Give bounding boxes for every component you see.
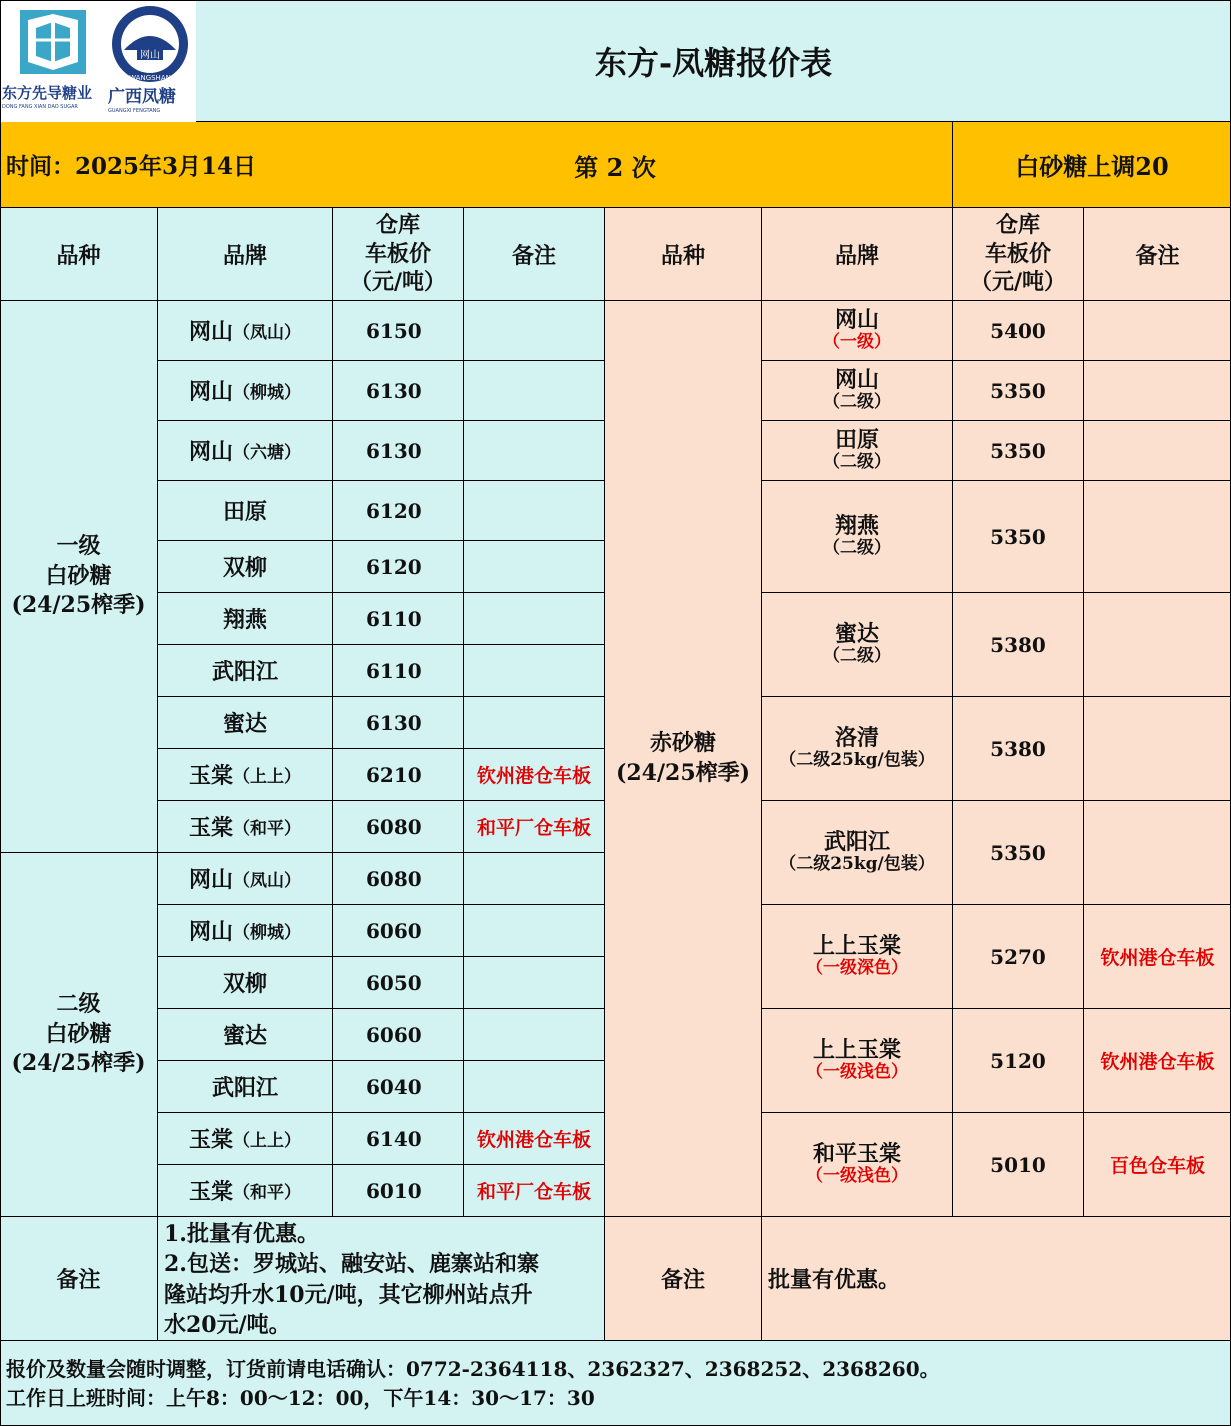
price-cell <box>953 593 1084 697</box>
price-value: 6120 <box>366 554 422 579</box>
remark-note: 百色仓车板 <box>1109 1155 1205 1177</box>
price-cell <box>333 593 464 645</box>
brand-cell <box>762 301 953 361</box>
brand-stack <box>806 1038 908 1083</box>
brand-stack <box>779 726 935 771</box>
header-variety-white <box>0 208 158 301</box>
price-cell <box>953 1113 1084 1217</box>
price-cell <box>333 801 464 853</box>
brand-origin: （和平） <box>233 1183 301 1203</box>
header-price-line3: （元/吨） <box>349 269 447 296</box>
remark-note: 钦州港仓车板 <box>476 765 591 787</box>
remark-cell <box>464 905 605 957</box>
brand-name: 田原 <box>222 499 267 525</box>
brand-stack <box>823 622 891 667</box>
price-cell <box>333 301 464 361</box>
price-value: 6210 <box>366 762 422 787</box>
price-value: 5270 <box>990 944 1046 969</box>
brand-name: 蜜达 <box>834 621 879 648</box>
remark-cell <box>1084 801 1231 905</box>
variety-line: 一级 <box>56 532 101 559</box>
brand-cell <box>158 361 333 421</box>
brand-cell <box>158 1009 333 1061</box>
header-price-white <box>333 208 464 301</box>
brand-name: 网山 <box>188 919 233 945</box>
price-value: 5350 <box>990 840 1046 865</box>
brand-name: 网山 <box>188 867 233 893</box>
header-brand-label: 品牌 <box>834 242 879 269</box>
remark-cell <box>1084 905 1231 1009</box>
price-cell <box>953 301 1084 361</box>
page-title-cell <box>196 0 1231 122</box>
brand-grade: （二级25kg/包装） <box>779 750 935 771</box>
price-value: 6120 <box>366 498 422 523</box>
price-cell <box>953 697 1084 801</box>
brand-origin: （上上） <box>233 1131 301 1151</box>
remark-cell <box>464 301 605 361</box>
dongfang-logo-icon <box>20 10 86 74</box>
brand-cell <box>762 1113 953 1217</box>
price-value: 6080 <box>366 814 422 839</box>
remark-line: 隆站均升水10元/吨，其它柳州站点升 <box>164 1281 533 1308</box>
price-value: 6060 <box>366 1022 422 1047</box>
brand-name: 和平玉棠 <box>812 1141 901 1168</box>
logo-badge-text: 网山 <box>140 50 160 61</box>
header-price-line3: （元/吨） <box>969 269 1067 296</box>
brand-cell <box>158 853 333 905</box>
brand-origin: （柳城） <box>233 383 301 403</box>
info-row <box>0 122 953 208</box>
variety-brown <box>605 301 762 1217</box>
remark-cell <box>464 749 605 801</box>
price-cell <box>333 957 464 1009</box>
brand-origin: （凤山） <box>233 323 301 343</box>
brand-cell <box>158 541 333 593</box>
brand-grade: （二级） <box>823 392 891 413</box>
remark-cell <box>1084 697 1231 801</box>
header-brand-brown <box>762 208 953 301</box>
header-brand-white <box>158 208 333 301</box>
variety-line: 白砂糖 <box>45 562 112 589</box>
remark-text-white <box>158 1217 605 1341</box>
price-value: 5350 <box>990 524 1046 549</box>
variety-line: 赤砂糖 <box>649 729 716 756</box>
brand-stack <box>779 830 935 875</box>
logos <box>0 0 196 118</box>
footer-hours: 工作日上班时间：上午8：00～12：00，下午14：30～17：30 <box>6 1386 595 1410</box>
brand-name: 洛清 <box>834 725 879 752</box>
remark-label-brown <box>605 1217 762 1341</box>
price-value: 6110 <box>366 658 422 683</box>
brand-name: 玉棠 <box>188 1179 233 1205</box>
header-remark-label: 备注 <box>1135 242 1180 269</box>
header-remark-label: 备注 <box>511 242 556 269</box>
brand-name: 玉棠 <box>188 763 233 789</box>
header-price-line2: 车板价 <box>984 240 1051 267</box>
logo1-pinyin: DONG FANG XIAN DAO SUGAR <box>2 104 78 110</box>
brand-name: 蜜达 <box>222 1023 267 1049</box>
brand-origin: （六塘） <box>233 443 301 463</box>
brand-name: 翔燕 <box>222 607 267 633</box>
brand-stack <box>823 514 891 559</box>
brand-cell <box>158 481 333 541</box>
brand-name: 田原 <box>834 427 879 454</box>
brand-cell <box>158 593 333 645</box>
header-price-line2: 车板价 <box>364 240 431 267</box>
remark-cell <box>464 801 605 853</box>
price-cell <box>953 361 1084 421</box>
remark-label-white <box>0 1217 158 1341</box>
price-cell <box>333 905 464 957</box>
brand-stack <box>823 308 891 353</box>
remark-note: 和平厂仓车板 <box>476 1181 591 1203</box>
remark-cell <box>464 481 605 541</box>
price-value: 6150 <box>366 318 422 343</box>
price-cell <box>953 905 1084 1009</box>
brand-name: 网山 <box>834 307 879 334</box>
brand-origin: （凤山） <box>233 871 301 891</box>
brand-origin: （和平） <box>233 819 301 839</box>
header-variety-label: 品种 <box>660 242 705 269</box>
variety-line: 白砂糖 <box>45 1020 112 1047</box>
header-remark-white <box>464 208 605 301</box>
price-cell <box>333 697 464 749</box>
price-cell <box>333 541 464 593</box>
quote-date: 时间：2025年3月14日 <box>6 153 257 180</box>
brand-cell <box>762 481 953 593</box>
header-variety-brown <box>605 208 762 301</box>
brand-name: 双柳 <box>222 555 267 581</box>
price-notice: 白砂糖上调20 <box>1015 152 1169 181</box>
remark-cell <box>1084 1009 1231 1113</box>
remark-text: 批量有优惠。 <box>768 1267 901 1293</box>
brand-cell <box>158 1061 333 1113</box>
price-value: 6140 <box>366 1126 422 1151</box>
brand-origin: （上上） <box>233 767 301 787</box>
brand-cell <box>762 1009 953 1113</box>
price-value: 5350 <box>990 378 1046 403</box>
brand-cell <box>158 957 333 1009</box>
brand-name: 武阳江 <box>211 1075 278 1101</box>
variety-grade2-white <box>0 853 158 1217</box>
price-value: 6060 <box>366 918 422 943</box>
price-cell <box>953 421 1084 481</box>
logo2-name: 广西凤糖 <box>108 87 176 107</box>
price-value: 6110 <box>366 606 422 631</box>
brand-cell <box>762 697 953 801</box>
price-value: 5400 <box>990 318 1046 343</box>
price-cell <box>333 645 464 697</box>
brand-grade: （一级浅色） <box>806 1166 908 1187</box>
price-value: 6080 <box>366 866 422 891</box>
remark-cell <box>464 541 605 593</box>
remark-cell <box>464 593 605 645</box>
price-value: 6130 <box>366 378 422 403</box>
remark-cell <box>464 853 605 905</box>
brand-cell <box>762 361 953 421</box>
brand-cell <box>158 645 333 697</box>
remark-cell <box>464 1061 605 1113</box>
brand-name: 武阳江 <box>823 829 890 856</box>
remark-cell <box>1084 301 1231 361</box>
brand-grade: （一级浅色） <box>806 1062 908 1083</box>
brand-cell <box>762 801 953 905</box>
remark-cell <box>1084 1113 1231 1217</box>
remark-cell <box>464 1165 605 1217</box>
brand-name: 上上玉棠 <box>812 933 901 960</box>
brand-origin: （柳城） <box>233 923 301 943</box>
brand-cell <box>158 421 333 481</box>
brand-name: 网山 <box>834 367 879 394</box>
price-cell <box>333 1009 464 1061</box>
brand-cell <box>158 301 333 361</box>
price-value: 6130 <box>366 710 422 735</box>
remark-cell <box>464 957 605 1009</box>
remark-cell <box>464 361 605 421</box>
brand-stack <box>823 428 891 473</box>
price-value: 5350 <box>990 438 1046 463</box>
price-cell <box>953 801 1084 905</box>
price-value: 5380 <box>990 632 1046 657</box>
price-value: 6050 <box>366 970 422 995</box>
notice-cell <box>953 122 1231 208</box>
header-variety-label: 品种 <box>56 242 101 269</box>
brand-cell <box>158 749 333 801</box>
brand-stack <box>806 1142 908 1187</box>
brand-grade: （二级25kg/包装） <box>779 854 935 875</box>
brand-name: 网山 <box>188 319 233 345</box>
brand-name: 网山 <box>188 379 233 405</box>
variety-grade1-white <box>0 301 158 853</box>
price-cell <box>333 1061 464 1113</box>
brand-grade: （二级） <box>823 538 891 559</box>
remark-cell <box>464 645 605 697</box>
remark-cell <box>1084 593 1231 697</box>
remark-line: 1.批量有优惠。 <box>164 1221 319 1247</box>
brand-cell <box>158 905 333 957</box>
brand-grade: （二级） <box>823 452 891 473</box>
price-cell <box>333 421 464 481</box>
remark-label: 备注 <box>660 1267 705 1293</box>
price-value: 5010 <box>990 1152 1046 1177</box>
logo-ring-text: WANGSHAN <box>129 74 171 82</box>
brand-cell <box>762 421 953 481</box>
remark-note: 钦州港仓车板 <box>1100 1051 1215 1073</box>
price-cell <box>333 481 464 541</box>
brand-name: 玉棠 <box>188 1127 233 1153</box>
brand-name: 蜜达 <box>222 711 267 737</box>
remark-line: 2.包送：罗城站、融安站、鹿寨站和寨 <box>164 1251 539 1278</box>
remark-text-brown <box>762 1217 1231 1341</box>
price-value: 5120 <box>990 1048 1046 1073</box>
brand-name: 武阳江 <box>211 659 278 685</box>
header-price-line1: 仓库 <box>995 212 1040 239</box>
remark-cell <box>1084 421 1231 481</box>
variety-line: (24/25榨季) <box>615 759 751 786</box>
brand-cell <box>762 905 953 1009</box>
remark-cell <box>464 1113 605 1165</box>
price-cell <box>333 1165 464 1217</box>
brand-name: 翔燕 <box>834 513 879 540</box>
header-price-line1: 仓库 <box>375 212 420 239</box>
brand-cell <box>158 1165 333 1217</box>
price-cell <box>333 361 464 421</box>
price-cell <box>333 853 464 905</box>
logo-area <box>0 0 196 118</box>
brand-grade: （二级） <box>823 646 891 667</box>
fengtang-logo-icon <box>112 6 188 82</box>
quote-round: 第 2 次 <box>574 152 656 182</box>
brand-name: 双柳 <box>222 971 267 997</box>
price-value: 6010 <box>366 1178 422 1203</box>
remark-cell <box>1084 361 1231 421</box>
brand-name: 上上玉棠 <box>812 1037 901 1064</box>
remark-note: 钦州港仓车板 <box>476 1129 591 1151</box>
header-remark-brown <box>1084 208 1231 301</box>
price-value: 6130 <box>366 438 422 463</box>
brand-name: 网山 <box>188 439 233 465</box>
price-value: 6040 <box>366 1074 422 1099</box>
brand-cell <box>158 801 333 853</box>
remark-note: 钦州港仓车板 <box>1100 947 1215 969</box>
price-cell <box>333 749 464 801</box>
brand-grade: （一级） <box>823 332 891 353</box>
header-price-brown <box>953 208 1084 301</box>
remark-cell <box>1084 481 1231 593</box>
variety-line: (24/25榨季) <box>11 1050 146 1077</box>
variety-line: (24/25榨季) <box>11 592 146 619</box>
remark-cell <box>464 697 605 749</box>
page-title: 东方-凤糖报价表 <box>594 43 833 82</box>
footer <box>0 1341 1231 1426</box>
remark-note: 和平厂仓车板 <box>476 817 591 839</box>
brand-cell <box>158 697 333 749</box>
brand-stack <box>823 368 891 413</box>
brand-cell <box>158 1113 333 1165</box>
brand-cell <box>762 593 953 697</box>
logo2-pinyin: GUANGXI FENGTANG <box>108 108 161 114</box>
brand-stack <box>806 934 908 979</box>
remark-cell <box>464 1009 605 1061</box>
header-brand-label: 品牌 <box>222 242 267 269</box>
price-cell <box>333 1113 464 1165</box>
price-cell <box>953 481 1084 593</box>
logo1-name: 东方先导糖业 <box>2 84 93 102</box>
price-value: 5380 <box>990 736 1046 761</box>
price-cell <box>953 1009 1084 1113</box>
brand-grade: （一级深色） <box>806 958 908 979</box>
variety-line: 二级 <box>56 990 101 1017</box>
brand-name: 玉棠 <box>188 815 233 841</box>
remark-cell <box>464 421 605 481</box>
remark-label: 备注 <box>56 1267 101 1293</box>
footer-contact: 报价及数量会随时调整，订货前请电话确认：0772-2364118、2362327、2368252、2368260。 <box>6 1357 940 1381</box>
remark-line: 水20元/吨。 <box>164 1312 291 1339</box>
